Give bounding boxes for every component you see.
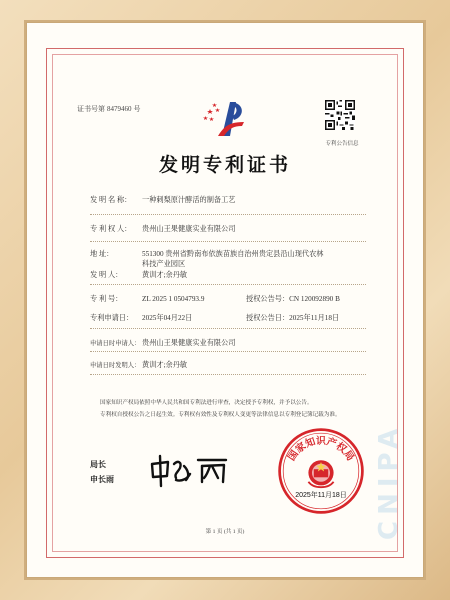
filing-date-label: 专利申请日： [90,314,134,322]
applicant-inventor-row [90,360,187,370]
grant-pub-no-value: CN 120092890 B [289,295,340,303]
filing-date-row [90,313,192,323]
seal-text: 国家知识产权局 [286,436,356,464]
applicant-label: 申请日时申请人： [90,340,141,347]
certificate-number-suffix: 号 [133,105,141,113]
seal-date: 2025年11月18日 [295,492,347,499]
notice-line-1: 国家知识产权局依照中华人民共和国专利法进行审查，决定授予专利权，并予以公告。 [100,400,313,406]
applicant-row [90,338,235,348]
patent-number-label: 专 利 号： [90,295,123,303]
address-label: 地 址： [90,250,114,258]
grant-pub-no-row [246,294,340,304]
inventor-value: 黄训才;余丹敏 [142,271,188,279]
grant-pub-no-label: 授权公告号： [246,295,290,303]
divider [90,351,366,352]
patentee-row [90,224,235,234]
patent-number-value: ZL 2025 1 0504793.9 [142,295,205,303]
notice-line-2: 专利权自授权公告之日起生效。专利权有效性及专利权人变更等法律信息以专利登记簿记载为准。 [100,412,341,418]
applicant-inventor-value: 黄训才;余丹敏 [142,361,188,369]
address-row [90,249,324,259]
divider [90,284,366,285]
inventor-label: 发 明 人： [90,271,123,279]
filing-date-value: 2025年04月22日 [142,314,193,322]
grant-pub-date-row [246,313,339,323]
page-number: 第 1 页 (共 1 页) [205,529,245,535]
invention-name-value: 一种刺梨原汁酵活的制备工艺 [142,196,236,204]
certificate-title: 发明专利证书 [158,154,291,176]
patentee-value: 贵州山王果健康实业有限公司 [142,225,236,233]
invention-name-label: 发 明 名 称： [90,196,132,204]
certificate-number-label: 证书号第 [77,105,105,113]
qr-label: 专利公告信息 [325,141,359,147]
certificate-number [77,104,143,114]
address-line1: 551300 贵州省黔南布依族苗族自治州贵定县沿山现代农林 [142,250,324,258]
grant-pub-date-value: 2025年11月18日 [289,314,340,322]
patentee-label: 专 利 权 人： [90,225,132,233]
inventor-row [90,270,187,280]
grant-pub-date-label: 授权公告日： [246,314,290,322]
official-seal-icon [276,426,366,516]
address-line2: 科技产业园区 [142,260,186,268]
applicant-value: 贵州山王果健康实业有限公司 [142,339,236,347]
divider [90,328,366,329]
applicant-inventor-label: 申请日时发明人： [90,362,141,369]
director-name: 申长雨 [90,475,114,484]
patent-number-row [90,294,204,304]
divider [90,374,366,375]
certificate-number-value: 8479460 [107,105,132,113]
divider [90,241,366,242]
divider [90,214,366,215]
watermark-vertical: CNIPA [374,422,404,540]
qr-code-icon [325,100,355,130]
handwritten-signature-icon [146,452,236,488]
address-row-2 [142,259,185,269]
invention-name-row [90,195,235,205]
director-title: 局长 [90,460,106,469]
cnipa-emblem-icon [200,96,250,142]
